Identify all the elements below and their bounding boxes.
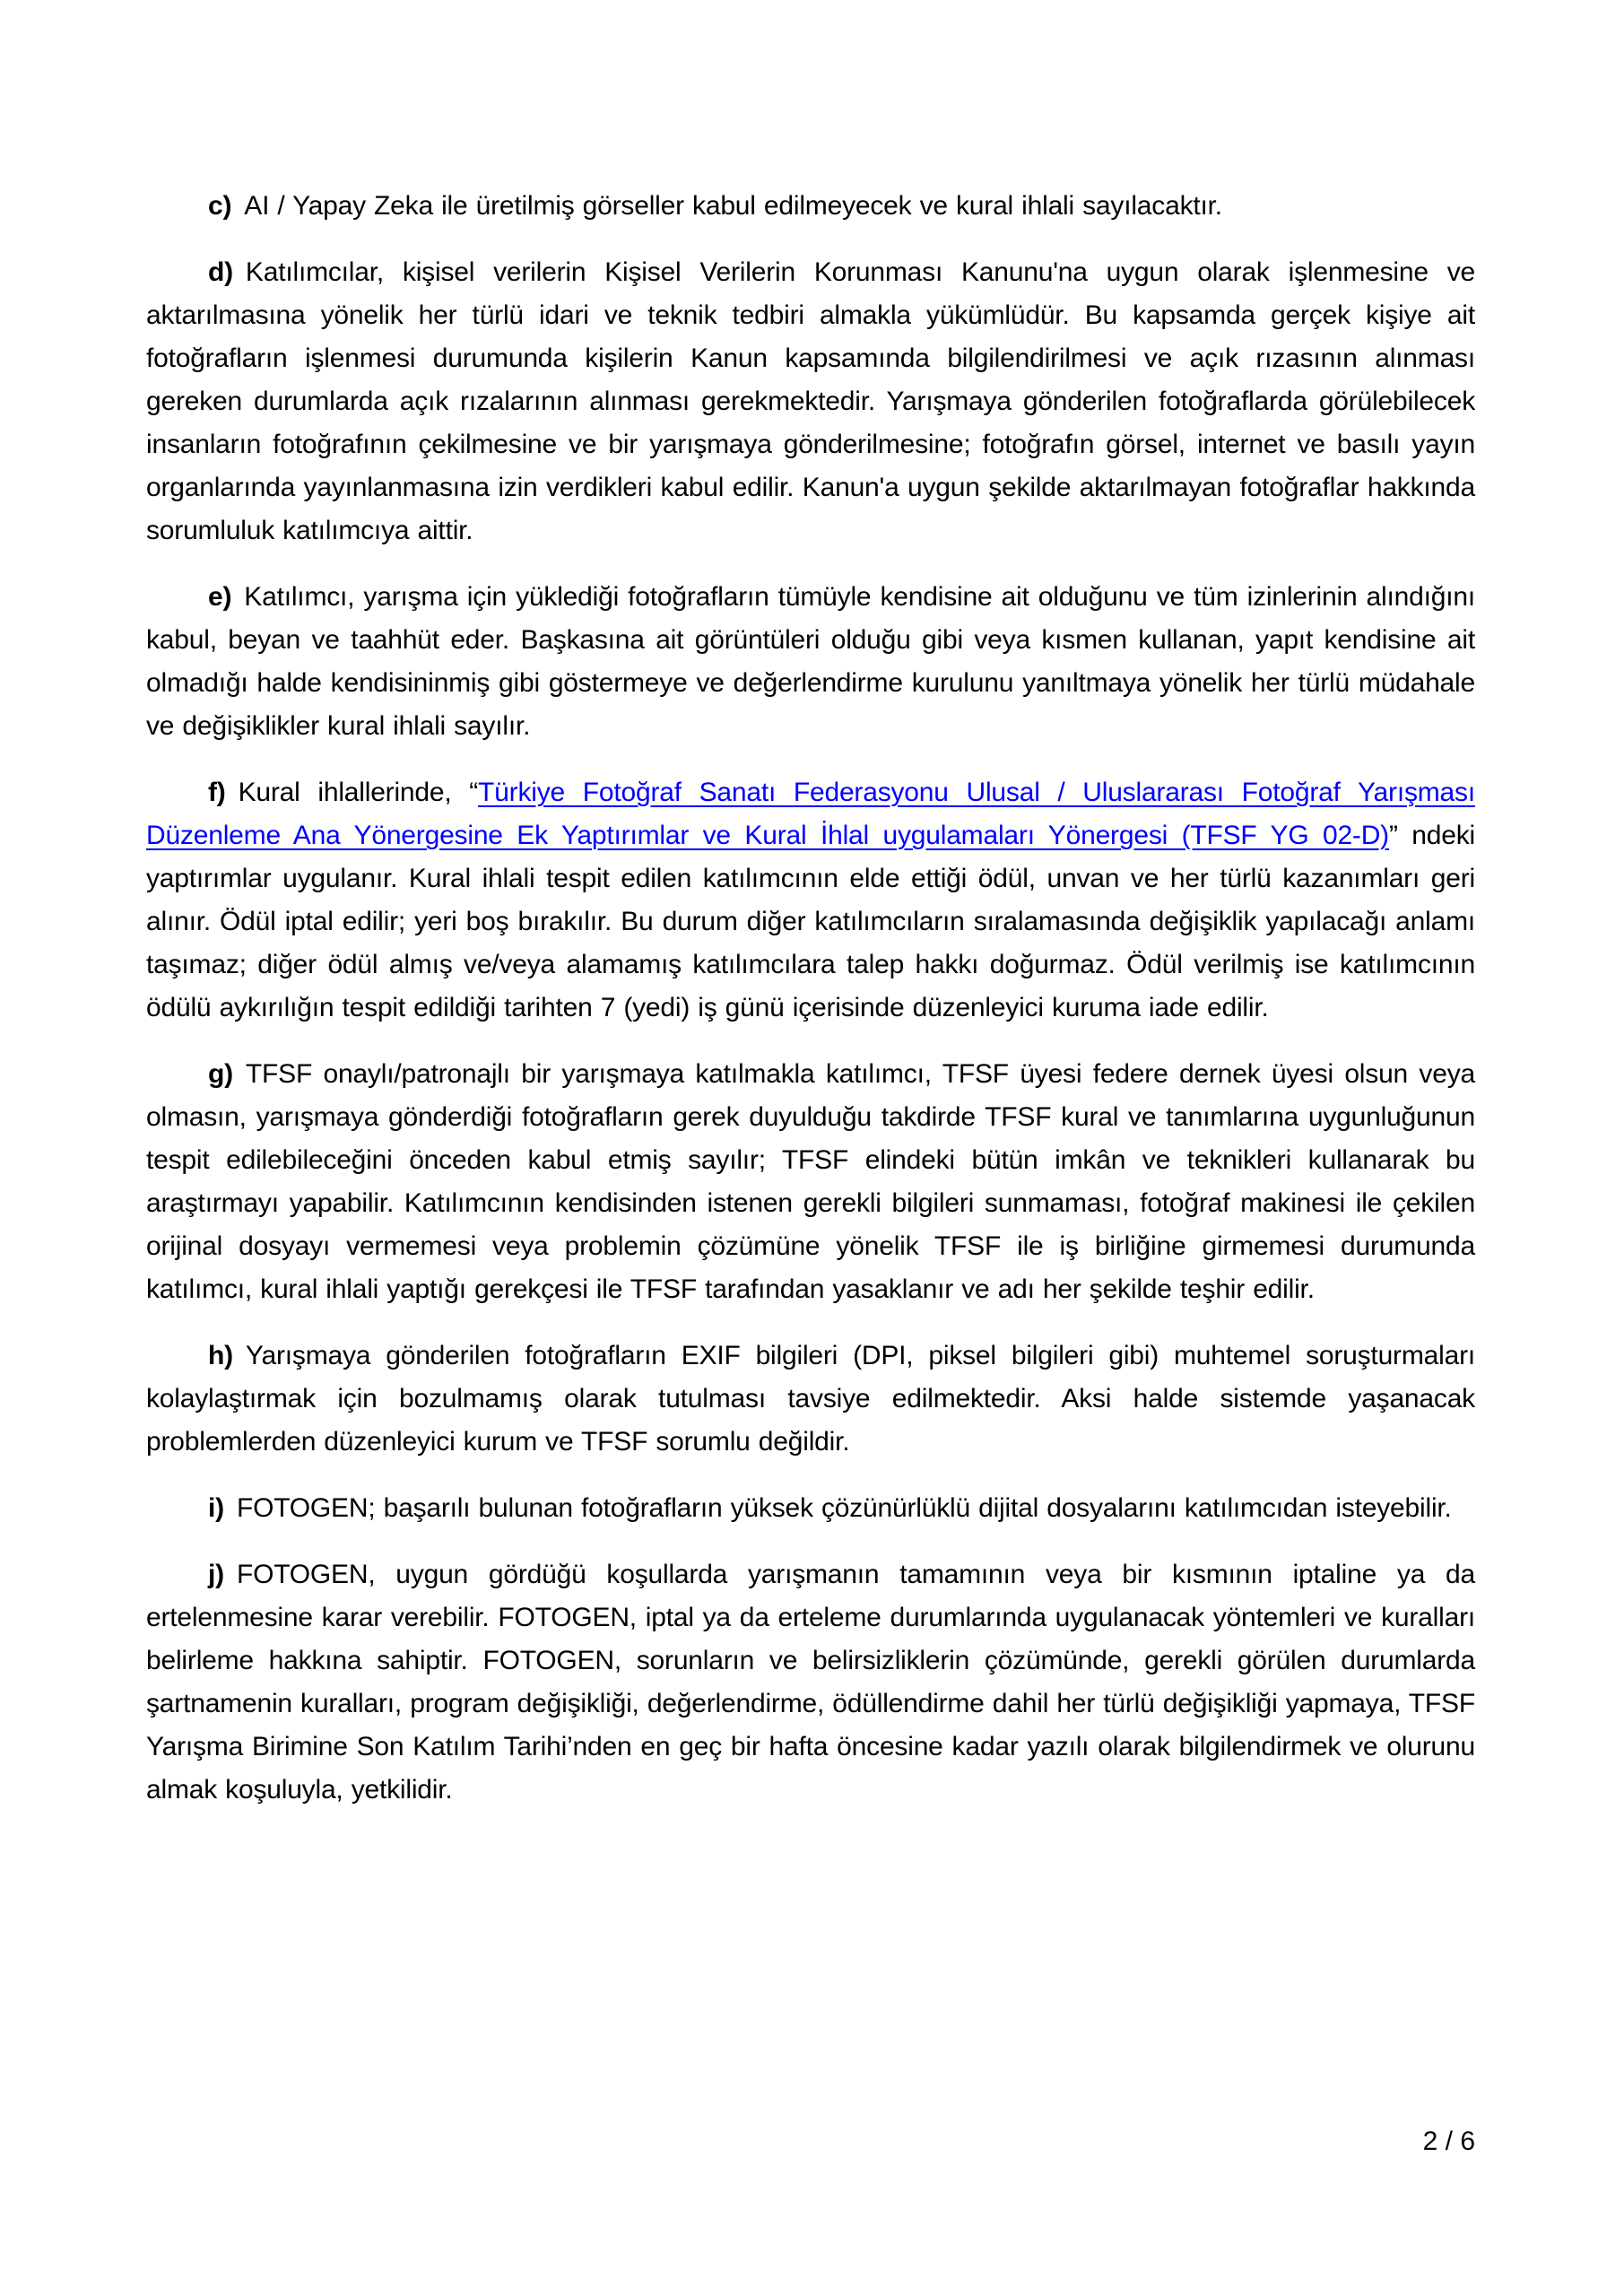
paragraph-e xyxy=(146,576,1475,748)
paragraph-label: j) xyxy=(208,1560,224,1589)
paragraph-text: TFSF onaylı/patronajlı bir yarışmaya katılmakla katılımcı, TFSF üyesi federe dernek üyesi olsun veya olmasın, yarışmaya gönderdiği fotoğrafların gerek duyulduğu takdirde TFSF kural ve tanımlarına uygunluğunun tespit edilebileceğini önceden kabul etmiş sayılır; TFSF elindeki bütün imkân ve teknikleri kullanarak bu araştırmayı yapabilir. Katılımcının kendisinden istenen gerekli bilgileri sunmaması, fotoğraf makinesi ile çekilen orijinal dosyayı vermemesi veya problemin çözümüne yönelik TFSF ile iş birliğine girmemesi durumunda katılımcı, kural ihlali yaptığı gerekçesi ile TFSF tarafından yasaklanır ve adı her şekilde teşhir edilir. xyxy=(146,1059,1475,1304)
paragraph-d xyxy=(146,251,1475,552)
paragraph-label: d) xyxy=(208,257,233,287)
paragraph-text: FOTOGEN; başarılı bulunan fotoğrafların yüksek çözünürlüklü dijital dosyalarını katılımcıdan isteyebilir. xyxy=(236,1493,1452,1523)
paragraph-text: FOTOGEN, uygun gördüğü koşullarda yarışmanın tamamının veya bir kısmının iptaline ya da ertelenmesine karar verebilir. FOTOGEN, iptal ya da erteleme durumlarında uygulanacak yöntemleri ve kuralları belirleme hakkına sahiptir. FOTOGEN, sorunların ve belirsizliklerin çözümünde, gerekli görülen durumlarda şartnamenin kuralları, program değişikliği, değerlendirme, ödüllendirme dahil her türlü değişikliği yapmaya, TFSF Yarışma Birimine Son Katılım Tarihi’nden en geç bir hafta öncesine kadar yazılı olarak bilgilendirmek ve olurunu almak koşuluyla, yetkilidir. xyxy=(146,1560,1475,1805)
paragraph-text: Yarışmaya gönderilen fotoğrafların EXIF bilgileri (DPI, piksel bilgileri gibi) muhtemel soruşturmaları kolaylaştırmak için bozulmamış olarak tutulması tavsiye edilmektedir. Aksi halde sistemde yaşanacak problemlerden düzenleyici kurum ve TFSF sorumlu değildir. xyxy=(146,1341,1475,1457)
paragraph-label: c) xyxy=(208,191,232,221)
paragraph-c xyxy=(146,185,1475,228)
paragraph-label: g) xyxy=(208,1059,233,1089)
paragraph-label: f) xyxy=(208,778,226,807)
paragraph-text: Katılımcı, yarışma için yüklediği fotoğrafların tümüyle kendisine ait olduğunu ve tüm izinlerinin alındığını kabul, beyan ve taahhüt eder. Başkasına ait görüntüleri olduğu gibi veya kısmen kullanan, yapıt kendisine ait olmadığı halde kendisininmiş gibi göstermeye ve değerlendirme kurulunu yanıltmaya yönelik her türlü müdahale ve değişiklikler kural ihlali sayılır. xyxy=(146,582,1475,741)
page-number: 2 / 6 xyxy=(1422,2126,1475,2156)
paragraph-text-after-link: ” ndeki yaptırımlar uygulanır. Kural ihlali tespit edilen katılımcının elde ettiği ödül, unvan ve her türlü kazanımları geri alınır. Ödül iptal edilir; yeri boş bırakılır. Bu durum diğer katılımcıların sıralamasında değişiklik yapılacağı anlamı taşımaz; diğer ödül almış ve/veya alamamış katılımcılara talep hakkı doğurmaz. Ödül verilmiş ise katılımcının ödülü aykırılığın tespit edildiği tarihten 7 (yedi) iş günü içerisinde düzenleyici kuruma iade edilir. xyxy=(146,821,1475,1022)
paragraph-label: i) xyxy=(208,1493,224,1523)
paragraph-i xyxy=(146,1487,1475,1530)
paragraph-text-before-link: Kural ihlallerinde, “ xyxy=(238,778,479,807)
paragraph-h xyxy=(146,1335,1475,1464)
paragraph-j xyxy=(146,1553,1475,1812)
paragraph-text: AI / Yapay Zeka ile üretilmiş görseller kabul edilmeyecek ve kural ihlali sayılacaktır. xyxy=(244,191,1222,221)
tfsf-directive-link[interactable]: Türkiye Fotoğraf Sanatı Federasyonu Ulusal / Uluslararası Fotoğraf Yarışması Düzenleme Ana Yönergesine Ek Yaptırımlar ve Kural İhlal uygulamaları Yönergesi (TFSF YG 02-D) xyxy=(146,778,1475,850)
paragraph-text: Katılımcılar, kişisel verilerin Kişisel Verilerin Korunması Kanunu'na uygun olarak işlenmesine ve aktarılmasına yönelik her türlü idari ve teknik tedbiri almakla yükümlüdür. Bu kapsamda gerçek kişiye ait fotoğrafların işlenmesi durumunda kişilerin Kanun kapsamında bilgilendirilmesi ve açık rızasının alınması gereken durumlarda açık rızalarının alınması gerekmektedir. Yarışmaya gönderilen fotoğraflarda görülebilecek insanların fotoğrafının çekilmesine ve bir yarışmaya gönderilmesine; fotoğrafın görsel, internet ve basılı yayın organlarında yayınlanmasına izin verdikleri kabul edilir. Kanun'a uygun şekilde aktarılmayan fotoğraflar hakkında sorumluluk katılımcıya aittir. xyxy=(146,257,1475,545)
document-body xyxy=(146,185,1475,1835)
paragraph-label: e) xyxy=(208,582,232,612)
paragraph-label: h) xyxy=(208,1341,233,1370)
paragraph-f xyxy=(146,771,1475,1030)
paragraph-g xyxy=(146,1053,1475,1311)
